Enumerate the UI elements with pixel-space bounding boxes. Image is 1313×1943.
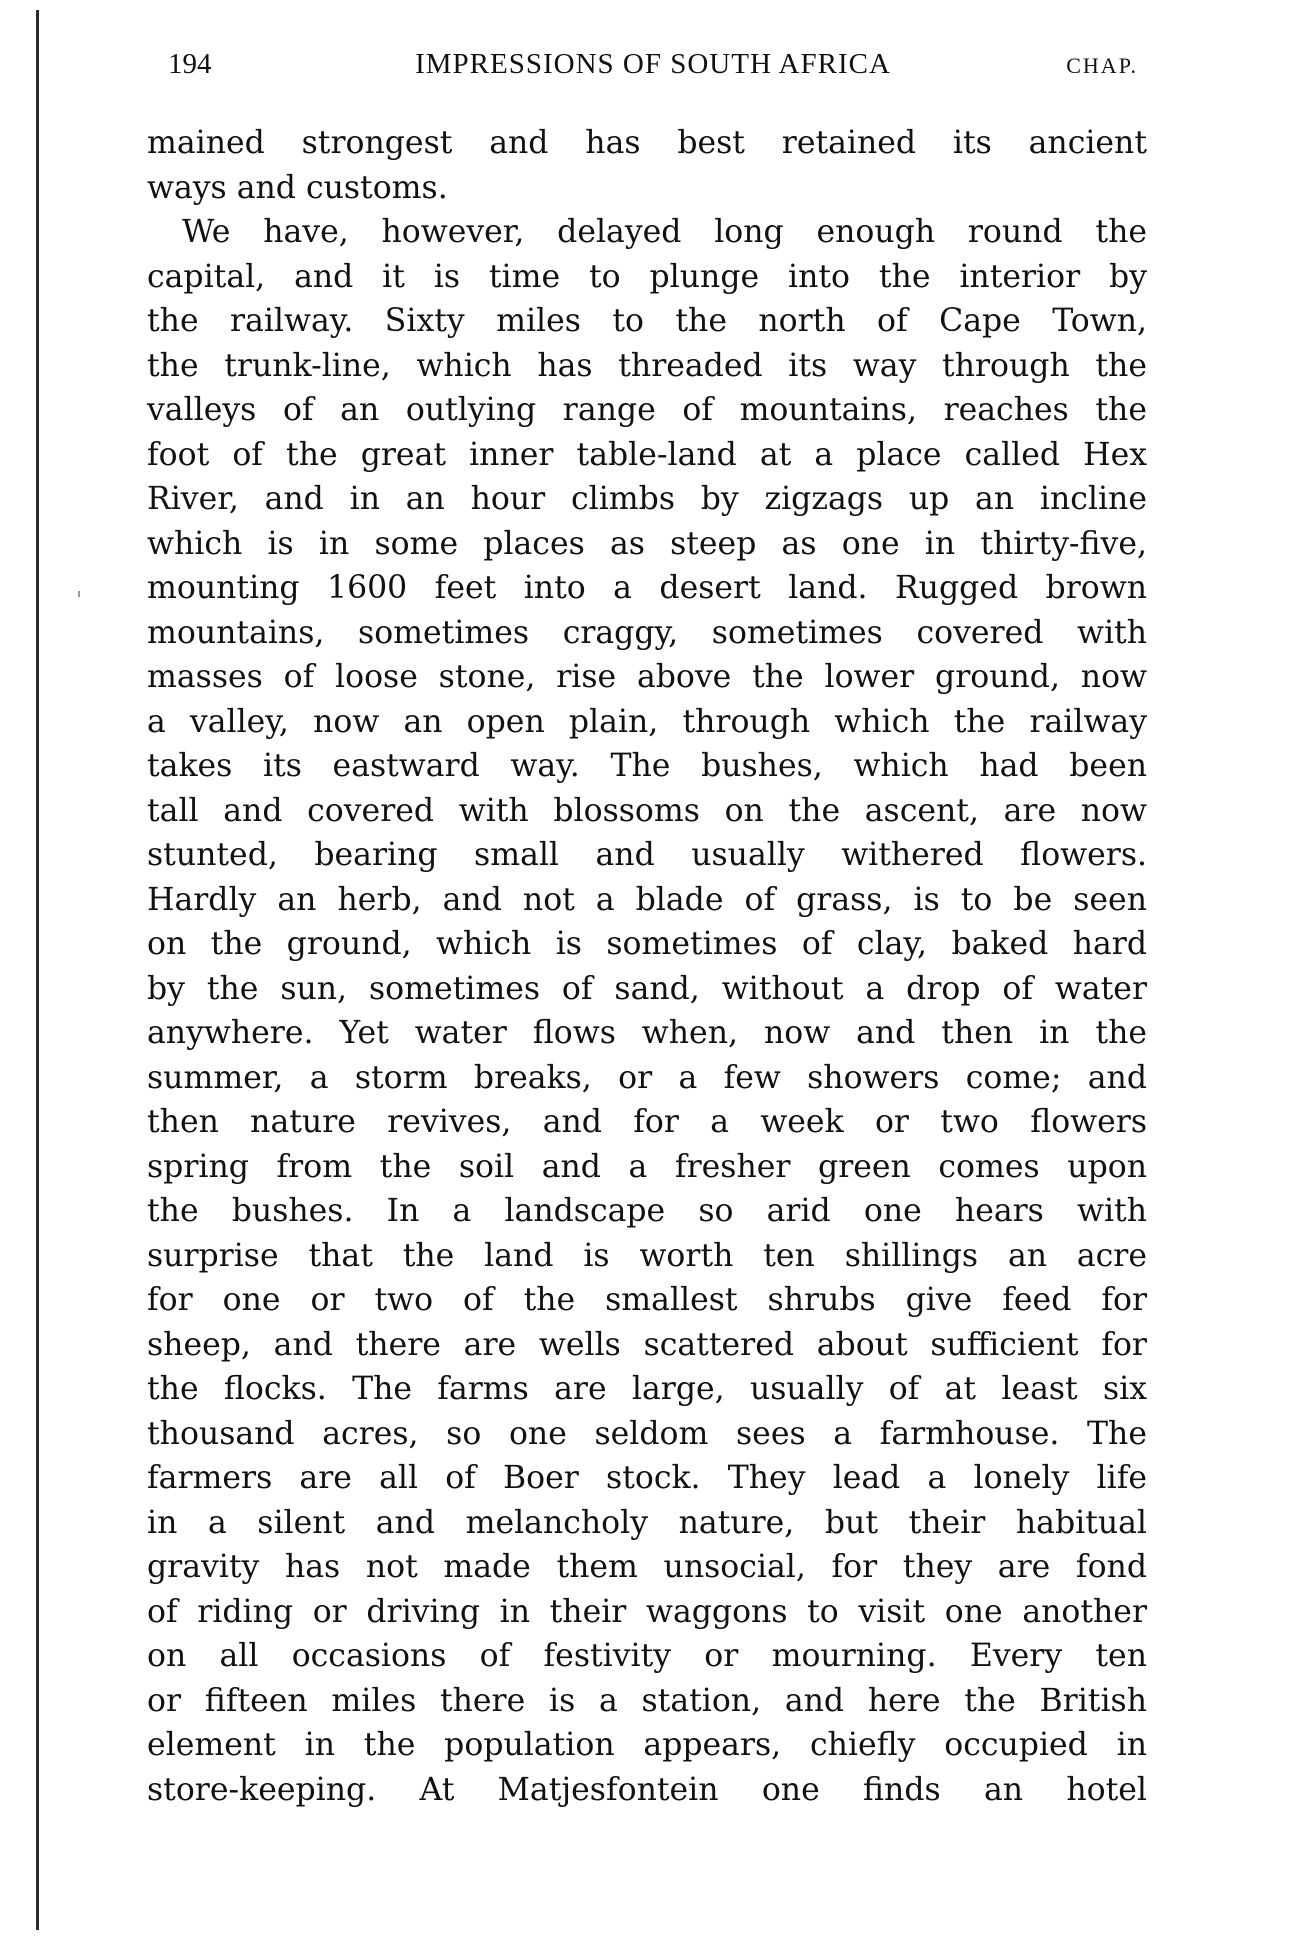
text-line: ways and customs.: [147, 169, 448, 206]
text-line: for one or two of the smallest shrubs give feed for: [147, 1282, 1147, 1318]
running-title: IMPRESSIONS OF SOUTH AFRICA: [415, 48, 891, 80]
text-line: the railway. Sixty miles to the north of Cape Town,: [147, 303, 1147, 339]
text-line: foot of the great inner table-land at a place called Hex: [147, 436, 1147, 473]
text-line: takes its eastward way. The bushes, which had been: [147, 748, 1147, 784]
text-line: sheep, and there are wells scattered about sufficient for: [147, 1326, 1147, 1363]
text-line: River, and in an hour climbs by zigzags up an incline: [147, 481, 1147, 517]
text-line: surprise that the land is worth ten shillings an acre: [147, 1237, 1147, 1274]
text-line: stunted, bearing small and usually withered flowers.: [147, 837, 1147, 873]
page-body: [147, 121, 1147, 1812]
text-line: which is in some places as steep as one in thirty-five,: [147, 525, 1147, 562]
text-line: summer, a storm breaks, or a few showers come; and: [147, 1059, 1147, 1096]
text-line: a valley, now an open plain, through which the railway: [147, 703, 1147, 740]
text-line: Hardly an herb, and not a blade of grass, is to be seen: [147, 881, 1147, 918]
page-binding-edge: [36, 10, 39, 1930]
text-line: on the ground, which is sometimes of clay, baked hard: [147, 926, 1147, 962]
page-number: 194: [168, 48, 212, 80]
paper-speck: [78, 591, 80, 597]
text-line: of riding or driving in their waggons to visit one another: [147, 1593, 1147, 1630]
text-line: masses of loose stone, rise above the lower ground, now: [147, 659, 1147, 695]
text-line: valleys of an outlying range of mountains, reaches the: [147, 392, 1147, 428]
chapter-abbreviation: CHAP.: [1066, 53, 1138, 78]
text-line: capital, and it is time to plunge into the interior by: [147, 258, 1147, 295]
text-line: mounting 1600 feet into a desert land. Rugged brown: [147, 570, 1147, 606]
text-line: mountains, sometimes craggy, sometimes covered with: [147, 614, 1147, 651]
text-line: on all occasions of festivity or mourning. Every ten: [147, 1638, 1147, 1674]
text-line: farmers are all of Boer stock. They lead a lonely life: [147, 1460, 1147, 1496]
text-line: thousand acres, so one seldom sees a farmhouse. The: [147, 1415, 1147, 1452]
text-line: spring from the soil and a fresher green comes upon: [147, 1148, 1147, 1185]
text-line: gravity has not made them unsocial, for they are fond: [147, 1549, 1147, 1585]
text-line: We have, however, delayed long enough round the: [182, 214, 1147, 250]
text-line: by the sun, sometimes of sand, without a drop of water: [147, 970, 1147, 1007]
text-line: or fifteen miles there is a station, and here the British: [147, 1682, 1147, 1719]
text-line: tall and covered with blossoms on the ascent, are now: [147, 792, 1147, 829]
paragraph-2: [147, 210, 1147, 1812]
text-line: mained strongest and has best retained its ancient: [147, 125, 1147, 161]
paragraph-1: [147, 121, 1147, 210]
text-line: element in the population appears, chiefly occupied in: [147, 1727, 1147, 1763]
text-line: the trunk-line, which has threaded its way through the: [147, 347, 1147, 384]
text-line: then nature revives, and for a week or two flowers: [147, 1104, 1147, 1140]
text-line: the bushes. In a landscape so arid one hears with: [147, 1193, 1147, 1229]
text-line: in a silent and melancholy nature, but their habitual: [147, 1504, 1147, 1541]
page-header: [168, 48, 1138, 98]
text-line: the flocks. The farms are large, usually of at least six: [147, 1371, 1147, 1407]
text-line: store-keeping. At Matjesfontein one finds an hotel: [147, 1771, 1147, 1808]
text-line: anywhere. Yet water flows when, now and then in the: [147, 1015, 1147, 1051]
